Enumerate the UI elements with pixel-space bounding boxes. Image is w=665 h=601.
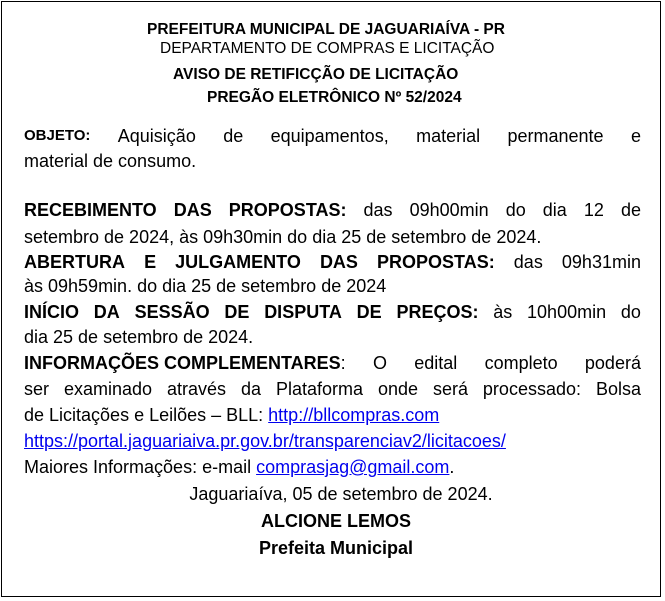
department-heading: DEPARTAMENTO DE COMPRAS E LICITAÇÃO (160, 40, 495, 57)
email-text: Maiores Informações: e-mail (24, 457, 257, 477)
word: Aquisição (117, 126, 196, 146)
bll-text: de Licitações e Leilões – BLL: (24, 405, 269, 425)
word: DAS (173, 200, 212, 220)
recebimento-line-1 (24, 199, 641, 221)
word: E (144, 252, 157, 272)
word: 12 (583, 200, 604, 220)
word: às (493, 302, 513, 322)
word: onde (377, 379, 418, 399)
informacoes-label: INFORMAÇÕES COMPLEMENTARES (24, 353, 341, 373)
objeto-line-2: material de consumo. (24, 151, 197, 171)
word: Plataforma (275, 379, 363, 399)
word: material (416, 126, 481, 146)
objeto-line-1 (24, 125, 641, 147)
word: INÍCIO (24, 302, 80, 322)
word: do (505, 200, 526, 220)
signer-name: ALCIONE LEMOS (260, 511, 411, 531)
word: examinado (63, 379, 153, 399)
word: da (240, 379, 261, 399)
word: de (620, 200, 641, 220)
word: processado: (482, 379, 581, 399)
word: DA (93, 302, 120, 322)
word: de (223, 126, 244, 146)
email-end: . (449, 457, 455, 477)
informacoes-line-2 (24, 378, 641, 400)
abertura-line-1 (24, 251, 641, 273)
inicio-line-1 (24, 301, 641, 323)
word: dia (542, 200, 567, 220)
word: 09h31min (561, 252, 641, 272)
signer-role: Prefeita Municipal (258, 538, 414, 558)
email-link[interactable]: comprasjag@gmail.com (256, 457, 450, 477)
word: DAS (319, 252, 358, 272)
informacoes-colon: : (340, 353, 346, 373)
municipality-heading: PREFEITURA MUNICIPAL DE JAGUARIAÍVA - PR (147, 21, 505, 38)
notice-title: AVISO DE RETIFICÇÃO DE LICITAÇÃO (173, 66, 459, 83)
word: PREÇOS: (396, 302, 479, 322)
procedure-number: PREGÃO ELETRÔNICO Nº 52/2024 (207, 89, 462, 106)
abertura-line-2: às 09h59min. do dia 25 de setembro de 2024 (24, 276, 387, 296)
word: Bolsa (595, 379, 641, 399)
informacoes-line-5 (24, 456, 454, 478)
word: ABERTURA (24, 252, 125, 272)
word: O (372, 353, 387, 373)
word: DE (224, 302, 250, 322)
word: através (166, 379, 227, 399)
word: DISPUTA (264, 302, 342, 322)
word: será (432, 379, 468, 399)
word: SESSÃO (134, 302, 210, 322)
informacoes-line-1 (24, 352, 641, 374)
word: JULGAMENTO (175, 252, 301, 272)
recebimento-line-2: setembro de 2024, às 09h30min do dia 25 de setembro de 2024. (24, 227, 542, 247)
word: DE (356, 302, 382, 322)
word: equipamentos, (270, 126, 389, 146)
word: das (513, 252, 543, 272)
objeto-label: OBJETO: (24, 127, 91, 144)
notice-frame (1, 1, 661, 597)
inicio-line-2: dia 25 de setembro de 2024. (24, 327, 254, 347)
word: do (620, 302, 641, 322)
word: das (363, 200, 393, 220)
word: 09h00min (409, 200, 489, 220)
informacoes-line-3 (24, 404, 439, 426)
place-date: Jaguariaíva, 05 de setembro de 2024. (189, 484, 493, 504)
portal-link[interactable]: https://portal.jaguariaiva.pr.gov.br/transparenciav2/licitacoes/ (24, 431, 506, 451)
word: ser (24, 379, 50, 399)
bll-link[interactable]: http://bllcompras.com (268, 405, 440, 425)
word: permanente (507, 126, 604, 146)
word: PROPOSTAS: (377, 252, 495, 272)
word: completo (484, 353, 558, 373)
word: e (630, 126, 641, 146)
word: RECEBIMENTO (24, 200, 157, 220)
word: poderá (584, 353, 641, 373)
informacoes-line-4 (24, 430, 506, 452)
word: edital (414, 353, 458, 373)
word: PROPOSTAS: (228, 200, 347, 220)
word: 10h00min (527, 302, 607, 322)
